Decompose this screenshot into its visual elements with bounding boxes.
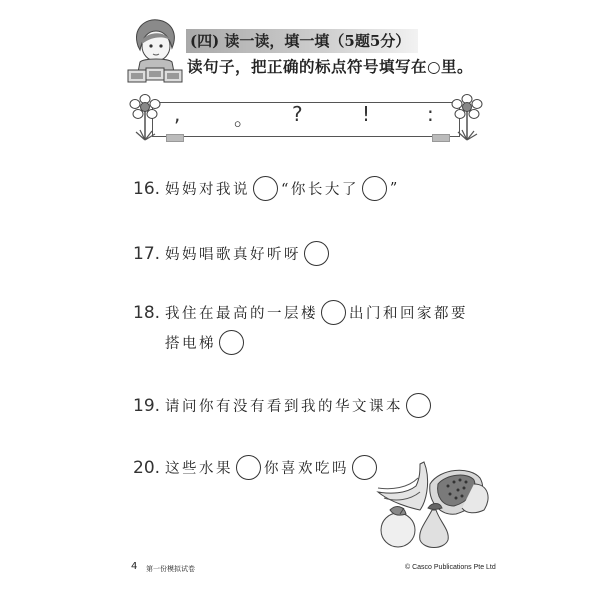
answer-blank[interactable] [253,176,278,201]
question-18-continued [165,330,247,355]
answer-blank[interactable] [362,176,387,201]
question-number: 20. [133,457,161,478]
question-text: 搭电梯 [165,336,216,352]
question-number: 19. [133,395,161,416]
question-19 [133,393,434,418]
question-17 [133,241,332,266]
question-16 [133,176,400,201]
punct-period: 。 [234,106,254,130]
copyright-text: © Casco Publications Pte Ltd [405,564,496,571]
question-text: 出门和回家都要 [349,306,468,322]
question-text: 你喜欢吃吗 [264,461,349,477]
question-text: 请问你有没有看到我的华文课本 [165,399,403,415]
question-number: 17. [133,243,161,264]
answer-blank[interactable] [219,330,244,355]
punct-colon: : [427,102,434,126]
flower-icon [128,94,162,142]
girl-reading-icon [124,16,186,84]
punctuation-banner [122,94,488,142]
answer-blank[interactable] [304,241,329,266]
question-text: 妈妈对我说 [165,182,250,198]
board-leg [432,134,450,142]
footer-book-title: 第一份模拟试卷 [146,565,195,573]
question-20 [133,455,380,480]
question-number: 16. [133,178,161,199]
question-text: 这些水果 [165,461,233,477]
flower-icon [450,94,484,142]
page-number: 4 [131,561,138,572]
question-text: 妈妈唱歌真好听呀 [165,247,301,263]
punct-exclamation: ! [362,102,371,126]
punctuation-board [152,102,460,137]
question-text: “你长大了 [281,182,359,198]
punct-question: ? [292,102,303,126]
question-18 [133,300,468,325]
answer-blank[interactable] [236,455,261,480]
board-leg [166,134,184,142]
question-text: ” [389,180,400,197]
answer-blank[interactable] [321,300,346,325]
instruction-text: 读句子，把正确的标点符号填写在○里。 [187,57,474,76]
fruit-basket-icon [370,458,496,550]
section-title: (四) 读一读，填一填（5题5分） [186,29,418,53]
punct-comma: , [174,102,181,126]
question-text: 我住在最高的一层楼 [165,306,318,322]
answer-blank[interactable] [406,393,431,418]
question-number: 18. [133,302,161,323]
